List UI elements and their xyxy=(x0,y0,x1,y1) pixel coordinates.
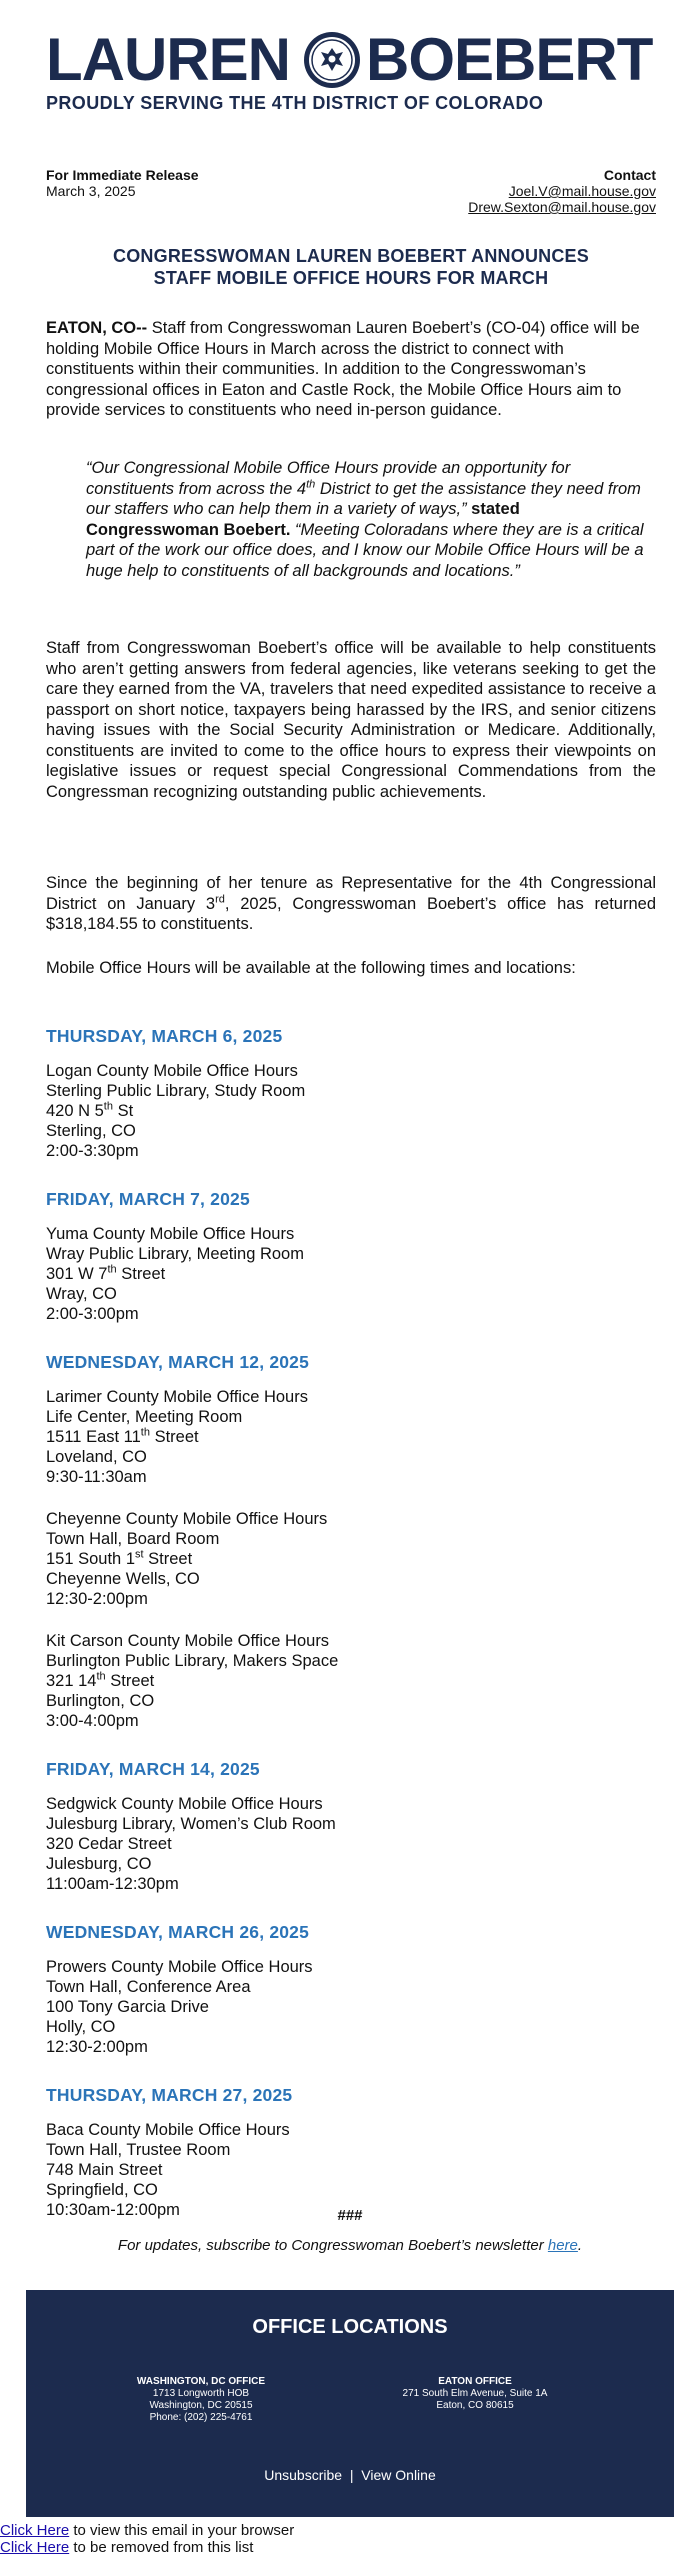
contact-label: Contact xyxy=(603,167,656,183)
location-venue: Julesburg Library, Women’s Club Room xyxy=(46,1815,336,1833)
services-paragraph: Staff from Congresswoman Boebert’s office will be available to help constituents who aren’t getting answers from federal agencies, like veterans seeking to get the care they earned from the VA, travelers that need expedited assistance to receive a passport on short notice, taxpayers being harassed by the IRS, and senior citizens having issues with the Social Security Administration or Medicare. Additionally, constituents are invited to come to the office hours to express their viewpoints on legislative issues or request special Congressional Commendations from the Congressman recognizing outstanding public achievements. xyxy=(46,639,656,801)
quote-block xyxy=(86,458,656,581)
event-location xyxy=(46,1061,656,1161)
event-location xyxy=(46,1957,656,2057)
location-city: Springfield, CO xyxy=(46,2181,158,2199)
footer-separator: | xyxy=(349,2467,354,2483)
view-online-link[interactable]: View Online xyxy=(361,2467,436,2483)
location-name: Baca County Mobile Office Hours xyxy=(46,2121,290,2139)
quote-part-2: District to get the assistance they need from our staffers who can help them in a variety of ways,” xyxy=(86,479,641,518)
remove-from-list-text: to be removed from this list xyxy=(69,2539,254,2556)
location-name: Kit Carson County Mobile Office Hours xyxy=(46,1632,330,1650)
location-city: Burlington, CO xyxy=(46,1692,155,1710)
events-list xyxy=(46,1008,656,2242)
street-main: 420 N 5 xyxy=(46,1102,104,1120)
end-mark: ### xyxy=(337,2207,363,2224)
street-main: 1511 East 11 xyxy=(46,1428,141,1446)
dc-office-title: WASHINGTON, DC OFFICE xyxy=(136,2376,266,2387)
header-banner xyxy=(0,0,700,120)
event-day-heading: FRIDAY, MARCH 7, 2025 xyxy=(46,1189,250,1209)
street-ordinal: th xyxy=(103,1100,113,1113)
quote-part-3: “Meeting Coloradans where they are is a critical part of the work our office does, and I know our Mobile Office Hours will be a huge help to constituents of all backgrounds and locations.” xyxy=(86,520,644,580)
location-street xyxy=(46,2160,656,2180)
banner-tagline: PROUDLY SERVING THE 4TH DISTRICT OF COLORADO xyxy=(46,93,544,113)
banner-first-name: LAUREN xyxy=(46,26,290,93)
location-city: Cheyenne Wells, CO xyxy=(46,1570,200,1588)
intro-paragraph xyxy=(46,318,656,421)
banner-last-name: BOEBERT xyxy=(366,26,653,93)
location-time: 3:00-4:00pm xyxy=(46,1712,139,1730)
view-in-browser-link[interactable]: Click Here xyxy=(0,2522,70,2539)
quote-attribution: stated Congresswoman Boebert. xyxy=(86,500,520,539)
location-time: 9:30-11:30am xyxy=(46,1468,147,1486)
release-date: March 3, 2025 xyxy=(46,183,136,199)
location-venue: Wray Public Library, Meeting Room xyxy=(46,1245,304,1263)
remove-from-list-link[interactable]: Click Here xyxy=(0,2539,70,2556)
location-name: Sedgwick County Mobile Office Hours xyxy=(46,1795,323,1813)
headline-line-2: STAFF MOBILE OFFICE HOURS FOR MARCH xyxy=(153,268,549,288)
view-in-browser-text: to view this email in your browser xyxy=(69,2522,295,2539)
event-location xyxy=(46,1224,656,1324)
street-suffix: Street xyxy=(105,1672,155,1690)
location-street xyxy=(46,1549,656,1569)
location-venue: Life Center, Meeting Room xyxy=(46,1408,243,1426)
location-name: Logan County Mobile Office Hours xyxy=(46,1062,298,1080)
returns-part-2: , 2025, Congresswoman Boebert’s office has returned $318,184.55 to constituents. xyxy=(46,894,656,933)
event-day-heading: FRIDAY, MARCH 14, 2025 xyxy=(46,1759,260,1779)
returns-paragraph xyxy=(46,873,656,935)
event-location xyxy=(46,1794,656,1894)
location-time: 10:30am-12:00pm xyxy=(46,2201,180,2219)
location-name: Prowers County Mobile Office Hours xyxy=(46,1958,313,1976)
location-venue: Burlington Public Library, Makers Space xyxy=(46,1652,339,1670)
footer-links xyxy=(26,2467,674,2483)
returns-sup: rd xyxy=(215,893,225,905)
event-day-heading: WEDNESDAY, MARCH 26, 2025 xyxy=(46,1922,310,1942)
release-meta xyxy=(46,167,656,227)
street-suffix: Street xyxy=(116,1265,166,1283)
newsletter-period: . xyxy=(577,2237,583,2254)
office-locations-footer xyxy=(26,2290,674,2517)
event-day-heading: WEDNESDAY, MARCH 12, 2025 xyxy=(46,1352,310,1372)
location-venue: Town Hall, Board Room xyxy=(46,1530,220,1548)
contact-email-2[interactable]: Drew.Sexton@mail.house.gov xyxy=(468,199,656,215)
location-street xyxy=(46,1834,656,1854)
event-location xyxy=(46,1631,656,1731)
location-city: Julesburg, CO xyxy=(46,1855,152,1873)
location-time: 11:00am-12:30pm xyxy=(46,1875,179,1893)
street-main: 321 14 xyxy=(46,1672,97,1690)
quote-part-1: “Our Congressional Mobile Office Hours provide an opportunity for constituents from across the 4 xyxy=(86,459,571,498)
street-main: 320 Cedar Street xyxy=(46,1835,172,1853)
event-day-heading: THURSDAY, MARCH 27, 2025 xyxy=(46,2085,293,2105)
event-location xyxy=(46,1509,656,1609)
unsubscribe-link[interactable]: Unsubscribe xyxy=(264,2467,343,2483)
headline-line-1: CONGRESSWOMAN LAUREN BOEBERT ANNOUNCES xyxy=(113,246,589,266)
quote-sup: th xyxy=(306,478,316,490)
location-city: Wray, CO xyxy=(46,1285,117,1303)
event-day-heading: THURSDAY, MARCH 6, 2025 xyxy=(46,1026,283,1046)
bottom-links xyxy=(0,2522,294,2556)
newsletter-text: For updates, subscribe to Congresswoman Boebert’s newsletter xyxy=(117,2237,548,2254)
location-city: Loveland, CO xyxy=(46,1448,147,1466)
location-street xyxy=(46,1671,656,1691)
dc-office-phone: Phone: (202) 225-4761 xyxy=(149,2412,253,2423)
location-venue: Sterling Public Library, Study Room xyxy=(46,1082,306,1100)
street-main: 151 South 1 xyxy=(46,1550,135,1568)
location-time: 2:00-3:00pm xyxy=(46,1305,139,1323)
intro-text: Staff from Congresswoman Lauren Boebert’s (CO-04) office will be holding Mobile Office Hours in March across the district to connect with constituents within their communities. In addition to the Congresswoman’s congressional offices in Eaton and Castle Rock, the Mobile Office Hours aim to provide services to constituents who need in-person guidance. xyxy=(46,319,640,419)
street-suffix: Street xyxy=(143,1550,193,1568)
returns-part-1: Since the beginning of her tenure as Representative for the 4th Congressional District on January 3 xyxy=(46,874,656,913)
street-main: 100 Tony Garcia Drive xyxy=(46,1998,209,2016)
eaton-office-line-1: 271 South Elm Avenue, Suite 1A xyxy=(402,2388,548,2399)
dateline: EATON, CO-- xyxy=(46,319,148,337)
location-street xyxy=(46,1101,656,1121)
dc-office xyxy=(76,2376,326,2424)
location-time: 12:30-2:00pm xyxy=(46,1590,148,1608)
street-ordinal: th xyxy=(107,1263,117,1276)
dc-office-line-2: Washington, DC 20515 xyxy=(149,2400,253,2411)
newsletter-note xyxy=(0,2237,700,2254)
location-venue: Town Hall, Conference Area xyxy=(46,1978,251,1996)
location-time: 2:00-3:30pm xyxy=(46,1142,139,1160)
schedule-intro: Mobile Office Hours will be available at the following times and locations: xyxy=(46,959,576,977)
street-main: 748 Main Street xyxy=(46,2161,163,2179)
eaton-office-title: EATON OFFICE xyxy=(438,2376,512,2387)
location-name: Cheyenne County Mobile Office Hours xyxy=(46,1510,328,1528)
eaton-office xyxy=(350,2376,600,2412)
street-suffix: Street xyxy=(149,1428,199,1446)
street-suffix: St xyxy=(112,1102,134,1120)
street-ordinal: st xyxy=(135,1548,144,1561)
footer-title: OFFICE LOCATIONS xyxy=(252,2316,448,2338)
event-location xyxy=(46,1387,656,1487)
location-time: 12:30-2:00pm xyxy=(46,2038,148,2056)
eaton-office-line-2: Eaton, CO 80615 xyxy=(436,2400,514,2411)
street-main: 301 W 7 xyxy=(46,1265,108,1283)
street-ordinal: th xyxy=(140,1426,150,1439)
event-location xyxy=(46,2120,656,2220)
street-ordinal: th xyxy=(96,1670,106,1683)
location-street xyxy=(46,1997,656,2017)
location-street xyxy=(46,1264,656,1284)
release-label: For Immediate Release xyxy=(46,167,199,183)
location-venue: Town Hall, Trustee Room xyxy=(46,2141,231,2159)
contact-email-1[interactable]: Joel.V@mail.house.gov xyxy=(508,183,656,199)
press-release-headline xyxy=(46,245,656,289)
location-street xyxy=(46,1427,656,1447)
location-city: Holly, CO xyxy=(46,2018,116,2036)
congressional-seal-icon xyxy=(303,31,361,89)
newsletter-link[interactable]: here xyxy=(547,2237,578,2254)
dc-office-line-1: 1713 Longworth HOB xyxy=(152,2388,250,2399)
location-name: Yuma County Mobile Office Hours xyxy=(46,1225,295,1243)
location-name: Larimer County Mobile Office Hours xyxy=(46,1388,308,1406)
location-city: Sterling, CO xyxy=(46,1122,136,1140)
